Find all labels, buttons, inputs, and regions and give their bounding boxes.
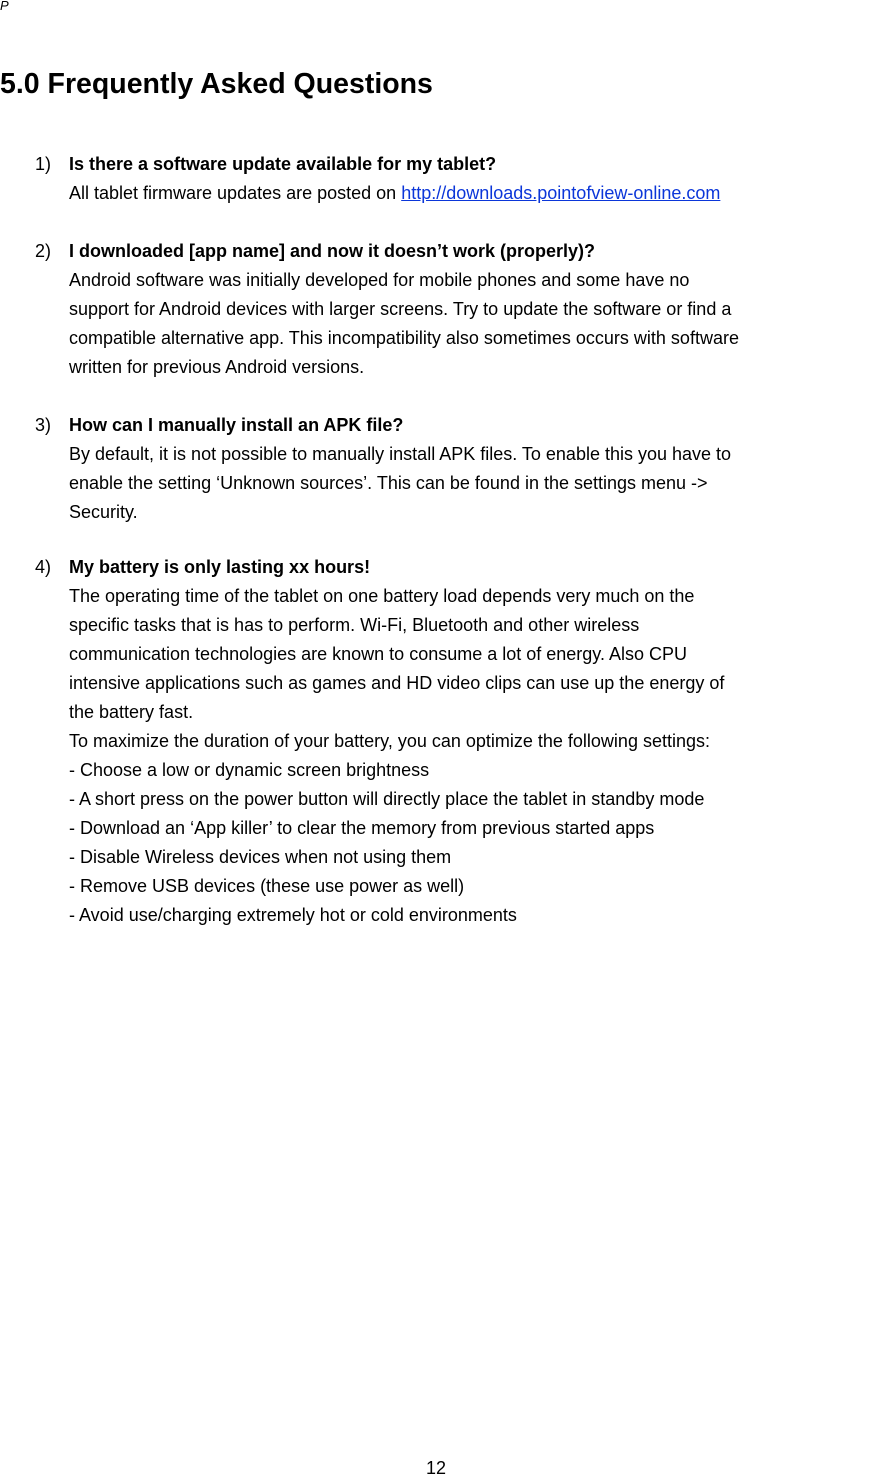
faq-bullet: - Avoid use/charging extremely hot or cold environments (69, 905, 517, 925)
faq-answer-text: All tablet firmware updates are posted on (69, 183, 402, 203)
faq-question: I downloaded [app name] and now it doesn’t work (properly)? (69, 241, 596, 261)
faq-body (69, 553, 872, 930)
faq-answer-line: enable the setting ‘Unknown sources’. This can be found in the settings menu -> (69, 473, 708, 493)
faq-answer-line: Android software was initially developed for mobile phones and some have no (69, 270, 690, 290)
faq-answer-line (69, 179, 872, 208)
faq-number: 2) (35, 241, 52, 261)
faq-number: 1) (35, 154, 52, 174)
page-number: 12 (425, 1458, 447, 1478)
faq-number: 4) (35, 557, 52, 577)
faq-bullet: - Disable Wireless devices when not using them (69, 847, 452, 867)
faq-answer-line: the battery fast. (69, 702, 194, 722)
faq-answer-line: communication technologies are known to consume a lot of energy. Also CPU (69, 644, 687, 664)
faq-answer-line: written for previous Android versions. (69, 357, 365, 377)
faq-question: My battery is only lasting xx hours! (69, 557, 371, 577)
faq-number: 3) (35, 415, 52, 435)
faq-bullet: - Remove USB devices (these use power as well) (69, 876, 465, 896)
page-title: 5.0 Frequently Asked Questions (0, 68, 433, 100)
faq-answer-line: The operating time of the tablet on one battery load depends very much on the (69, 586, 695, 606)
faq-answer-line: specific tasks that is has to perform. Wi-Fi, Bluetooth and other wireless (69, 615, 640, 635)
header-mark: P (0, 0, 9, 13)
faq-bullet: - Download an ‘App killer’ to clear the memory from previous started apps (69, 818, 655, 838)
downloads-link[interactable]: http://downloads.pointofview-online.com (401, 183, 721, 203)
faq-answer-line: intensive applications such as games and HD video clips can use up the energy of (69, 673, 725, 693)
faq-question: How can I manually install an APK file? (69, 415, 404, 435)
faq-answer-line: By default, it is not possible to manually install APK files. To enable this you have to (69, 444, 732, 464)
faq-answer-line: Security. (69, 502, 138, 522)
faq-body (69, 150, 872, 208)
faq-bullet: - A short press on the power button will directly place the tablet in standby mode (69, 789, 705, 809)
faq-bullet: - Choose a low or dynamic screen brightness (69, 760, 430, 780)
faq-answer-line: To maximize the duration of your battery, you can optimize the following settings: (69, 731, 710, 751)
faq-body (69, 237, 872, 382)
faq-answer-line: support for Android devices with larger screens. Try to update the software or find a (69, 299, 732, 319)
faq-body (69, 411, 872, 527)
faq-answer-line: compatible alternative app. This incompatibility also sometimes occurs with software (69, 328, 739, 348)
faq-question: Is there a software update available for my tablet? (69, 154, 497, 174)
